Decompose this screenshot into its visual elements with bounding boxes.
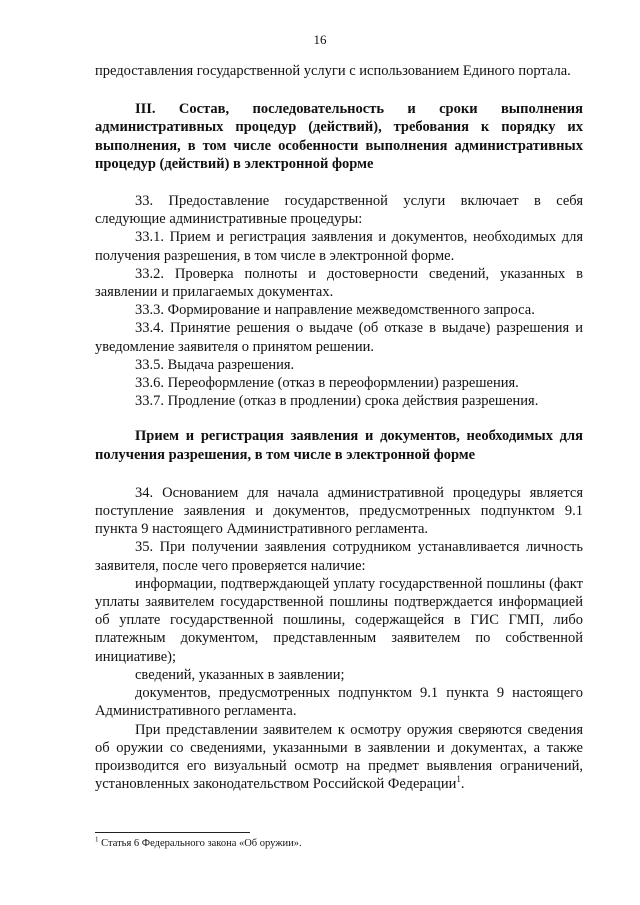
paragraph-inspection-end: . [460, 776, 465, 793]
paragraph-35: 35. При получении заявления сотрудником устанавливается личность заявителя, после чего проверяется наличие: [95, 539, 583, 574]
paragraph-33-7: 33.7. Продление (отказ в продлении) срока действия разрешения. [135, 393, 539, 410]
paragraph-35-item-docs: документов, предусмотренных подпунктом 9.1 пункта 9 настоящего Административного регламента. [95, 685, 583, 720]
footnote-reference[interactable]: 1 [456, 774, 461, 785]
paragraph-33: 33. Предоставление государственной услуги включает в себя следующие административные процедуры: [95, 193, 583, 228]
paragraph-33-3: 33.3. Формирование и направление межведомственного запроса. [135, 302, 535, 319]
paragraph-35-item-fee: информации, подтверждающей уплату государственной пошлины (факт уплаты заявителем государственной пошлины подтверждается информацией об уплате государственной пошлины, содержащейся в ГИС ГМП, либо платежным документом, представленным заявителем по собственной инициативе); [95, 575, 583, 665]
page-body [95, 62, 583, 793]
paragraph-35-item-info: сведений, указанных в заявлении; [135, 666, 345, 683]
footnote-mark: 1 [95, 835, 99, 844]
paragraph-inspection-text: При представлении заявителем к осмотру оружия сверяются сведения об оружии со сведениями, указанными в заявлении и документах, а также производится его визуальный осмотр на предмет выявления ограничений, установленных законодательством Российской Федерации [95, 721, 583, 793]
page-number: 16 [313, 32, 327, 47]
paragraph-33-5: 33.5. Выдача разрешения. [135, 356, 295, 373]
footnote-text: Статья 6 Федерального закона «Об оружии». [98, 838, 302, 849]
paragraph-34: 34. Основанием для начала административной процедуры является поступление заявления и документов, предусмотренных подпунктом 9.1 пункта 9 настоящего Административного регламента. [95, 484, 583, 538]
paragraph-33-4: 33.4. Принятие решения о выдаче (об отказе в выдаче) разрешения и уведомление заявителя о принятом решении. [95, 320, 583, 355]
subsection-title: Прием и регистрация заявления и документов, необходимых для получения разрешения, в том числе в электронной форме [95, 428, 583, 463]
paragraph-33-2: 33.2. Проверка полноты и достоверности сведений, указанных в заявлении и прилагаемых документах. [95, 265, 583, 301]
paragraph-33-6: 33.6. Переоформление (отказ в переоформлении) разрешения. [135, 375, 519, 392]
paragraph-33-1: 33.1. Прием и регистрация заявления и документов, необходимых для получения разрешения, в том числе в электронной форме. [95, 229, 583, 264]
section-title: III. Состав, последовательность и сроки выполнения административных процедур (действий), требования к порядку их выполнения, в том числе особенности выполнения административных процедур (действий) в электронной форме [95, 101, 583, 172]
footnote [95, 837, 583, 850]
footnote-divider [95, 832, 250, 833]
paragraph-continuation: предоставления государственной услуги с использованием Единого портала. [95, 63, 571, 79]
paragraph-inspection [95, 721, 583, 794]
